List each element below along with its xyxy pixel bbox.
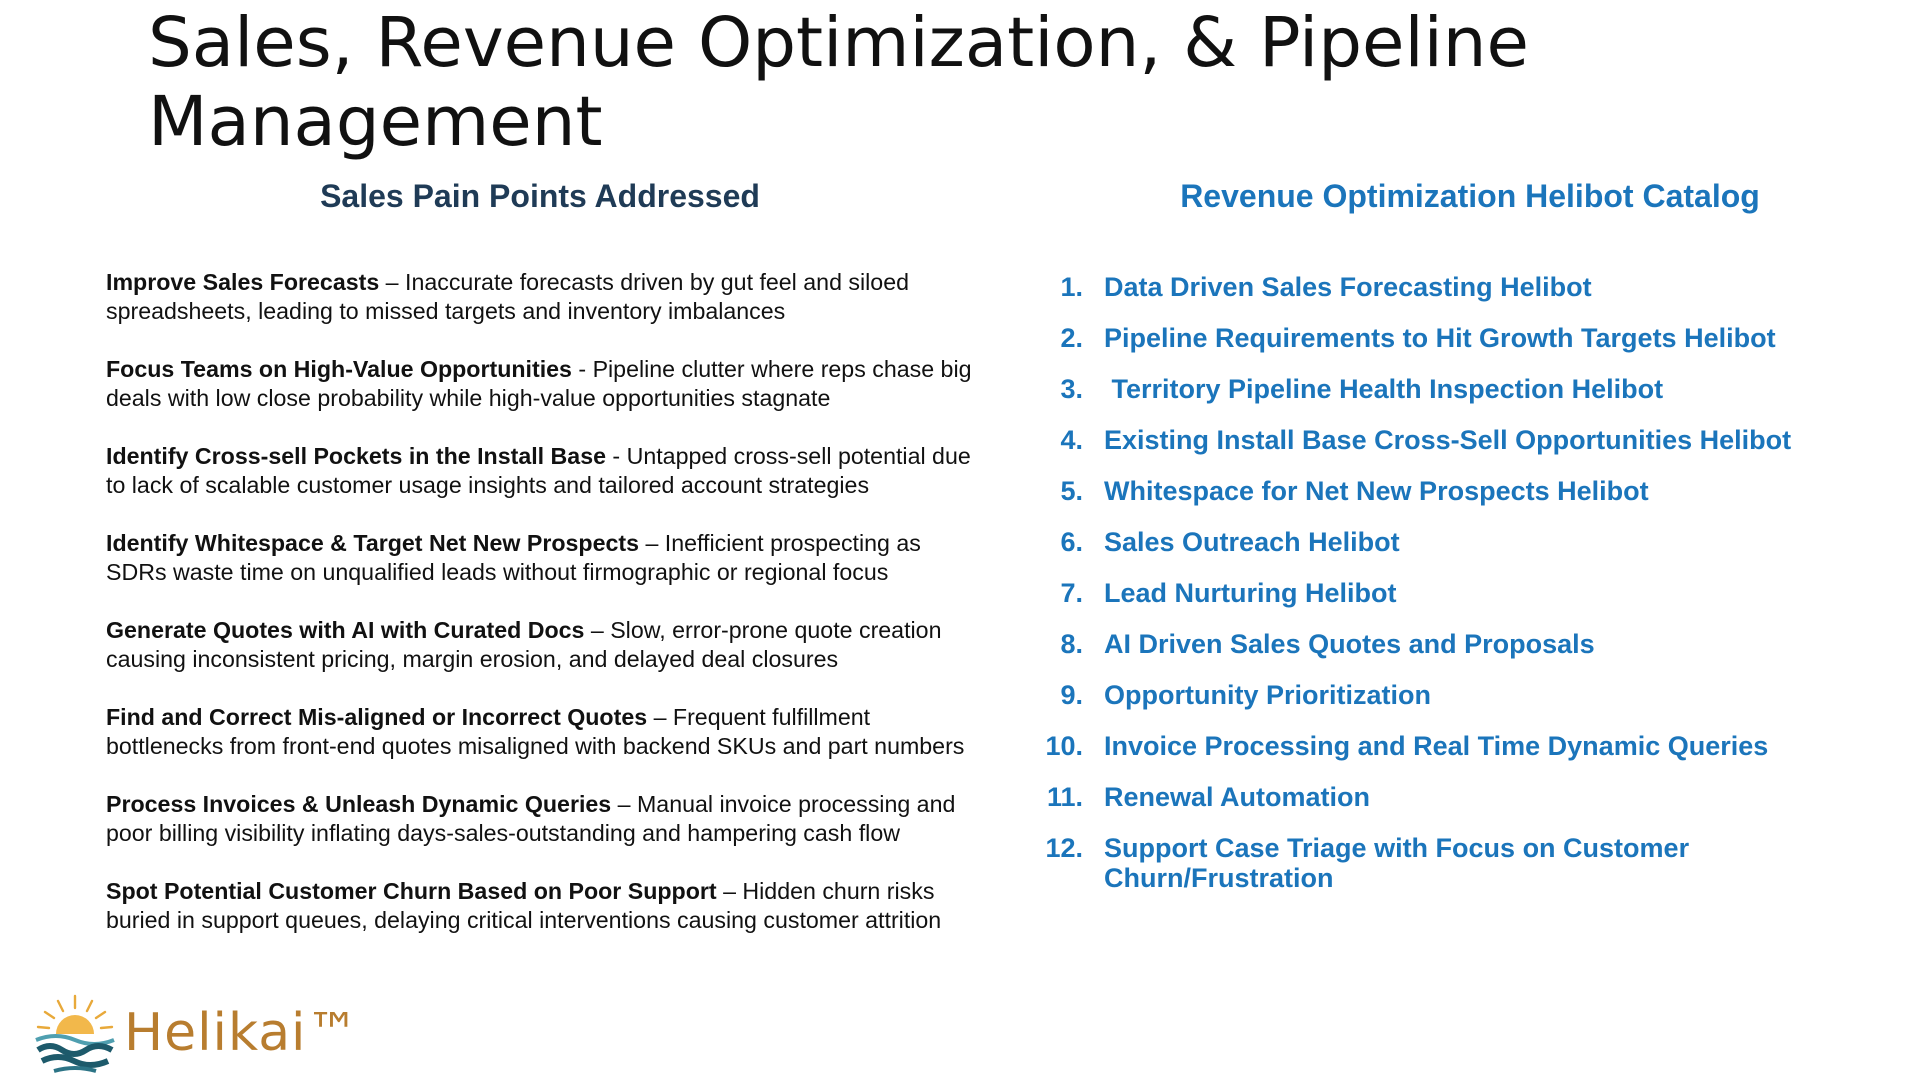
catalog-item <box>1030 476 1890 506</box>
catalog-item-number: 10. <box>1045 731 1083 761</box>
pain-points-heading: Sales Pain Points Addressed <box>320 178 760 214</box>
slide-title: Sales, Revenue Optimization, & Pipeline Management <box>148 3 1529 162</box>
pain-point-item <box>106 703 986 761</box>
pain-point-separator: – <box>639 530 665 556</box>
helikai-logo <box>32 990 372 1076</box>
pain-point-title: Spot Potential Customer Churn Based on Poor Support <box>106 878 717 904</box>
pain-point-description: Inaccurate forecasts driven by gut feel and siloed spreadsheets, leading to missed targets and inventory imbalances <box>106 269 909 324</box>
pain-point-separator: – <box>611 791 637 817</box>
catalog-item-number: 9. <box>1060 680 1083 710</box>
pain-point-item <box>106 268 986 326</box>
pain-point-title: Identify Cross-sell Pockets in the Install Base <box>106 443 606 469</box>
pain-point-description: Slow, error-prone quote creation causing inconsistent pricing, margin erosion, and delayed deal closures <box>106 617 942 672</box>
catalog-item-label: Renewal Automation <box>1104 782 1371 812</box>
pain-point-separator: – <box>647 704 673 730</box>
pain-point-separator: – <box>379 269 406 295</box>
helikai-wordmark: Helikai™ <box>124 1003 360 1063</box>
catalog-item-label: Opportunity Prioritization <box>1104 680 1431 710</box>
catalog-item-number: 5. <box>1060 476 1083 506</box>
catalog-item-number: 4. <box>1060 425 1083 455</box>
catalog-item <box>1030 323 1890 353</box>
pain-point-description: Frequent fulfillment bottlenecks from front-end quotes misaligned with backend SKUs and part numbers <box>106 704 965 759</box>
catalog-item <box>1030 527 1890 557</box>
catalog-item <box>1030 629 1890 659</box>
catalog-item <box>1030 374 1890 404</box>
catalog-item-label: Invoice Processing and Real Time Dynamic Queries <box>1104 731 1769 761</box>
catalog-item-label: Territory Pipeline Health Inspection Helibot <box>1104 374 1664 404</box>
pain-point-description: Pipeline clutter where reps chase big deals with low close probability while high-value opportunities stagnate <box>106 356 972 411</box>
pain-points-list <box>106 268 986 964</box>
pain-point-separator: – <box>716 878 743 904</box>
pain-point-description: Manual invoice processing and poor billing visibility inflating days-sales-outstanding and hampering cash flow <box>106 791 956 846</box>
pain-point-description: Hidden churn risks buried in support queues, delaying critical interventions causing customer attrition <box>106 878 942 933</box>
catalog-item <box>1030 425 1890 455</box>
catalog-item-label: AI Driven Sales Quotes and Proposals <box>1104 629 1595 659</box>
catalog-item <box>1030 731 1890 761</box>
pain-point-title: Focus Teams on High-Value Opportunities <box>106 356 572 382</box>
catalog-item-number: 11. <box>1046 782 1083 812</box>
catalog-item-number: 3. <box>1060 374 1083 404</box>
pain-point-item <box>106 529 986 587</box>
catalog-item-label: Sales Outreach Helibot <box>1104 527 1400 557</box>
pain-point-description: Untapped cross-sell potential due to lack of scalable customer usage insights and tailored account strategies <box>106 443 971 498</box>
catalog-item-number: 7. <box>1060 578 1083 608</box>
pain-point-separator: - <box>605 443 627 469</box>
catalog-item-number: 2. <box>1060 323 1083 353</box>
catalog-item-number: 8. <box>1060 629 1083 659</box>
catalog-item-label: Pipeline Requirements to Hit Growth Targets Helibot <box>1104 323 1776 353</box>
catalog-item-label: Whitespace for Net New Prospects Helibot <box>1104 476 1649 506</box>
pain-point-item <box>106 616 986 674</box>
catalog-item-label: Existing Install Base Cross-Sell Opportunities Helibot <box>1104 425 1792 455</box>
helibot-catalog-list <box>1030 272 1890 914</box>
pain-point-title: Identify Whitespace & Target Net New Prospects <box>106 530 640 556</box>
catalog-item-number: 1. <box>1060 272 1083 302</box>
pain-point-item <box>106 355 986 413</box>
sun-over-waves-icon <box>32 990 118 1076</box>
catalog-item-label: Lead Nurturing Helibot <box>1104 578 1397 608</box>
catalog-heading: Revenue Optimization Helibot Catalog <box>1180 178 1760 214</box>
catalog-item-label: Support Case Triage with Focus on Customer Churn/Frustration <box>1104 833 1690 893</box>
pain-point-title: Process Invoices & Unleash Dynamic Queries <box>106 791 612 817</box>
catalog-item-number: 12. <box>1045 833 1083 863</box>
pain-point-item <box>106 790 986 848</box>
catalog-item <box>1030 578 1890 608</box>
pain-point-separator: – <box>584 617 611 643</box>
pain-point-item <box>106 442 986 500</box>
catalog-item <box>1030 680 1890 710</box>
pain-point-title: Find and Correct Mis-aligned or Incorrect Quotes <box>106 704 648 730</box>
pain-point-title: Improve Sales Forecasts <box>106 269 380 295</box>
pain-point-title: Generate Quotes with AI with Curated Docs <box>106 617 585 643</box>
pain-point-description: Inefficient prospecting as SDRs waste time on unqualified leads without firmographic or regional focus <box>106 530 921 585</box>
pain-point-item <box>106 877 986 935</box>
catalog-item <box>1030 833 1890 893</box>
catalog-item-number: 6. <box>1060 527 1083 557</box>
catalog-item-label: Data Driven Sales Forecasting Helibot <box>1104 272 1592 302</box>
catalog-item <box>1030 782 1890 812</box>
catalog-item <box>1030 272 1890 302</box>
pain-point-separator: - <box>571 356 593 382</box>
